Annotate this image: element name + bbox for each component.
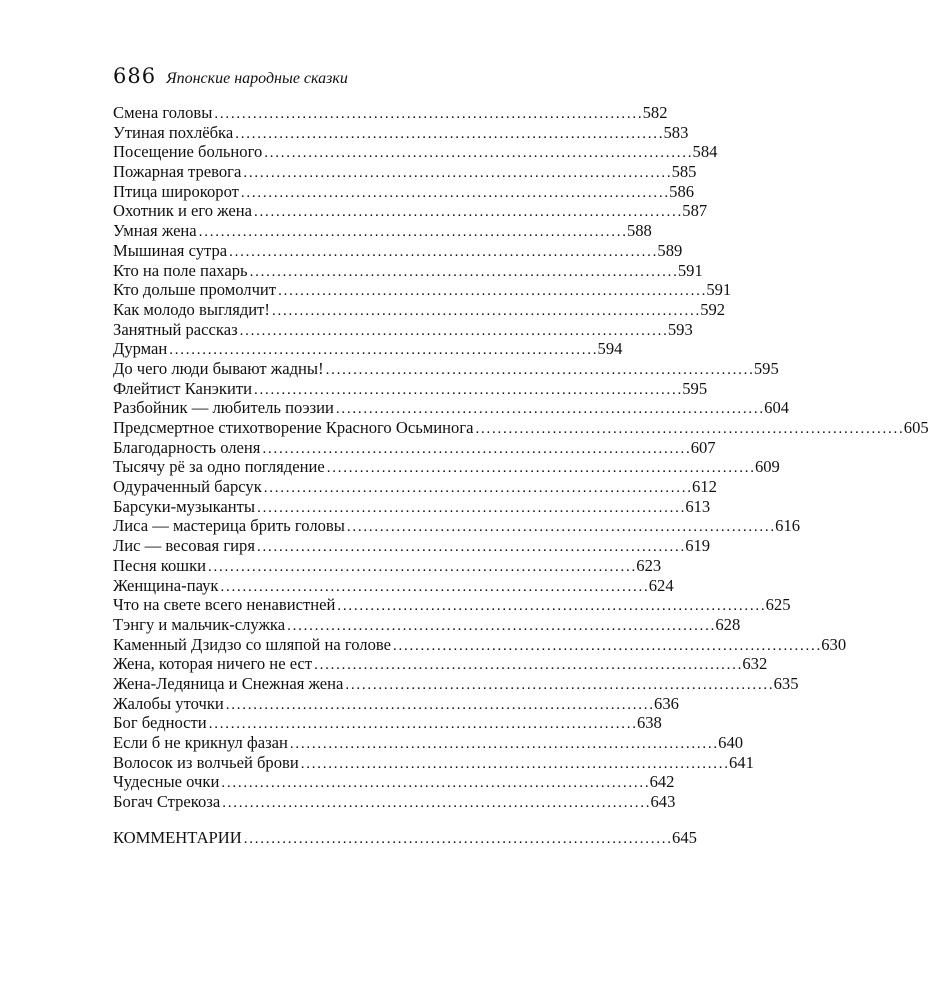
toc-entry-page: 609	[754, 457, 780, 477]
toc-entry-page: 612	[692, 477, 717, 497]
toc-entry	[113, 103, 668, 123]
toc-entry	[113, 457, 780, 477]
toc-entry-page: 591	[677, 260, 703, 280]
toc-dot-leader	[476, 420, 902, 440]
toc-dot-leader	[278, 282, 704, 302]
toc-entry-title: Пожарная тревога	[113, 162, 242, 182]
toc-dot-leader	[208, 558, 634, 578]
toc-entry	[113, 654, 768, 674]
toc-entry	[113, 693, 679, 714]
toc-entry-title: Утиная похлёбка	[113, 122, 234, 142]
toc-dot-leader	[199, 223, 625, 243]
toc-dot-leader	[214, 105, 640, 125]
toc-entry-page: 641	[728, 752, 754, 772]
toc-entry-title: Лиса — мастерица брить головы	[113, 516, 345, 536]
toc-entry	[113, 496, 711, 517]
toc-entry-title: Тысячу рё за одно поглядение	[113, 457, 325, 477]
toc-entry-commentary	[113, 827, 697, 848]
toc-entry-title: Волосок из волчьей брови	[113, 752, 299, 772]
toc-dot-leader	[257, 538, 683, 558]
toc-entry-title: Песня кошки	[113, 555, 207, 575]
toc-dot-leader	[235, 125, 661, 145]
toc-dot-leader	[272, 302, 698, 322]
toc-entry-title: Предсмертное стихотворение Красного Осьминога	[113, 418, 474, 437]
toc-entry-page: 636	[654, 693, 679, 713]
toc-entry-title: КОММЕНТАРИИ	[113, 827, 242, 847]
toc-entry-title: Женщина-паук	[113, 575, 219, 595]
toc-entry-title: Смена головы	[113, 103, 213, 122]
toc-entry	[113, 378, 708, 399]
toc-entry-page: 592	[700, 299, 726, 319]
toc-entry-page: 642	[649, 772, 675, 792]
toc-entry	[113, 733, 744, 753]
toc-entry-page: 583	[663, 122, 689, 142]
toc-entry-title: Птица широкорот	[113, 181, 239, 201]
toc-dot-leader	[229, 243, 655, 263]
toc-entry-page: 595	[682, 378, 708, 398]
toc-dot-leader	[222, 794, 648, 814]
toc-entry-page: 630	[821, 634, 847, 654]
toc-entry	[113, 614, 741, 635]
toc-entry-page: 587	[682, 201, 708, 221]
toc-entry	[113, 634, 847, 655]
toc-entry-title: Жалобы уточки	[113, 693, 224, 713]
toc-entry	[113, 516, 801, 536]
toc-dot-leader	[327, 459, 753, 479]
toc-dot-leader	[250, 263, 676, 283]
toc-entry-title: Бог бедности	[113, 713, 207, 733]
toc-entry-page: 623	[636, 555, 662, 575]
toc-entry-page: 589	[657, 240, 683, 260]
toc-entry-title: Кто на поле пахарь	[113, 260, 248, 280]
toc-dot-leader	[243, 164, 669, 184]
toc-entry-title: До чего люди бывают жадны!	[113, 358, 324, 378]
toc-entry-page: 643	[650, 792, 676, 812]
toc-entry-page: 591	[706, 280, 732, 300]
toc-entry-title: Если б не крикнул фазан	[113, 733, 288, 752]
toc-dot-leader	[290, 735, 716, 755]
toc-entry-title: Благодарность оленя	[113, 437, 261, 457]
toc-dot-leader	[337, 597, 763, 617]
page-header	[113, 64, 348, 88]
toc-entry-title: Посещение больного	[113, 142, 263, 162]
toc-entry	[113, 752, 754, 773]
page-number: 686	[113, 64, 157, 88]
toc-entry-title: Флейтист Канэкити	[113, 378, 252, 398]
toc-entry	[113, 418, 929, 438]
toc-entry-page: 595	[753, 358, 779, 378]
toc-entry-page: 632	[742, 654, 768, 674]
toc-entry-title: Охотник и его жена	[113, 201, 253, 221]
toc-dot-leader	[345, 676, 771, 696]
toc-entry-page: 624	[648, 575, 674, 595]
running-title: Японские народные сказки	[166, 70, 348, 87]
toc-entry	[113, 437, 716, 458]
toc-entry-page: 582	[642, 103, 668, 122]
toc-entry-page: 593	[667, 319, 693, 339]
toc-entry-page: 625	[765, 595, 791, 615]
toc-entry-page: 640	[718, 733, 744, 752]
toc-entry-title: Мышиная сутра	[113, 240, 228, 260]
toc-entry	[113, 319, 693, 340]
toc-entry	[113, 398, 790, 418]
toc-entry	[113, 181, 695, 202]
toc-entry-page: 586	[669, 181, 695, 201]
toc-entry-title: Разбойник — любитель поэзии	[113, 398, 334, 418]
toc-entry-page: 605	[903, 418, 929, 437]
toc-entry-page: 594	[597, 339, 623, 359]
toc-dot-leader	[244, 830, 670, 850]
toc-entry	[113, 575, 674, 596]
table-of-contents	[113, 103, 929, 847]
toc-entry	[113, 673, 799, 694]
toc-entry	[113, 713, 662, 733]
toc-entry-page: 619	[685, 536, 711, 556]
toc-entry	[113, 142, 718, 162]
toc-entry-title: Каменный Дзидзо со шляпой на голове	[113, 634, 391, 654]
toc-entry	[113, 477, 717, 497]
toc-entry-title: Лис — весовая гиря	[113, 536, 255, 556]
toc-entry	[113, 299, 726, 320]
toc-entry	[113, 240, 683, 261]
toc-entry-title: Умная жена	[113, 221, 197, 241]
toc-entry-title: Жена-Ледяница и Снежная жена	[113, 673, 344, 693]
toc-entry	[113, 339, 623, 359]
toc-entry-title: Как молодо выглядит!	[113, 299, 270, 319]
toc-entry-title: Чудесные очки	[113, 772, 220, 792]
toc-entry-page: 604	[764, 398, 790, 418]
toc-entry	[113, 201, 708, 221]
toc-dot-leader	[221, 774, 647, 794]
toc-entry-page: 645	[672, 827, 697, 847]
toc-entry	[113, 595, 791, 615]
toc-entry-title: Жена, которая ничего не ест	[113, 654, 313, 674]
toc-entry	[113, 280, 732, 300]
toc-entry-page: 588	[626, 221, 652, 241]
toc-entry	[113, 772, 675, 792]
toc-entry	[113, 260, 703, 281]
toc-entry	[113, 792, 676, 812]
toc-entry	[113, 122, 689, 143]
toc-entry	[113, 536, 711, 556]
toc-entry-page: 628	[715, 614, 741, 634]
toc-entry-title: Богач Стрекоза	[113, 792, 221, 812]
toc-entry-title: Одураченный барсук	[113, 477, 262, 497]
toc-entry-page: 616	[775, 516, 801, 536]
toc-entry	[113, 358, 779, 379]
toc-dot-leader	[264, 479, 690, 499]
toc-entry-page: 585	[671, 162, 697, 182]
toc-entry	[113, 221, 652, 241]
toc-entry-page: 638	[636, 713, 662, 733]
toc-entry-title: Барсуки-музыканты	[113, 496, 256, 516]
toc-dot-leader	[314, 656, 740, 676]
toc-dot-leader	[262, 440, 688, 460]
toc-dot-leader	[264, 144, 690, 164]
toc-dot-leader	[254, 203, 680, 223]
toc-entry-title: Кто дольше промолчит	[113, 280, 277, 300]
toc-entry-title: Тэнгу и мальчик-служка	[113, 614, 286, 634]
toc-entry	[113, 555, 662, 576]
toc-entry-page: 613	[685, 496, 711, 516]
toc-dot-leader	[226, 696, 652, 716]
toc-entry-page: 607	[690, 437, 716, 457]
toc-entry-title: Дурман	[113, 339, 168, 359]
toc-entry-title: Что на свете всего ненавистней	[113, 595, 336, 615]
toc-dot-leader	[241, 184, 667, 204]
toc-entry	[113, 162, 697, 182]
toc-entry-page: 635	[773, 673, 799, 693]
toc-entry-title: Занятный рассказ	[113, 319, 238, 339]
toc-entry-page: 584	[692, 142, 718, 162]
